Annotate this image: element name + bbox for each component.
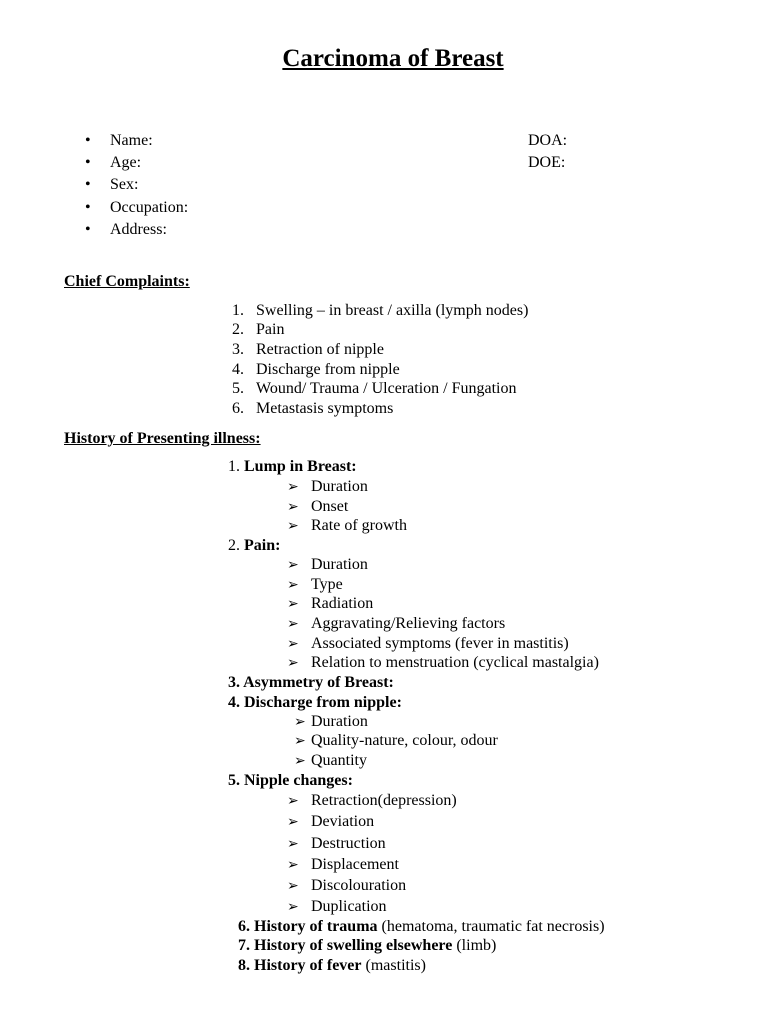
pain-item: ➢ Associated symptoms (fever in mastitis) — [287, 634, 569, 655]
arrow-icon: ➢ — [287, 597, 299, 612]
nipple-item: ➢ Deviation — [287, 812, 374, 833]
nipple-item: ➢ Retraction(depression) — [287, 791, 457, 812]
arrow-icon: ➢ — [294, 715, 306, 730]
asymmetry-title: 3. Asymmetry of Breast: — [228, 674, 394, 691]
arrow-icon: ➢ — [287, 519, 299, 534]
arrow-icon: ➢ — [294, 734, 306, 749]
bullet: • — [85, 154, 91, 171]
pain-item: ➢ Relation to menstruation (cyclical mastalgia) — [287, 653, 599, 674]
nipple-item: ➢ Destruction — [287, 834, 386, 855]
arrow-icon: ➢ — [287, 480, 299, 495]
arrow-icon: ➢ — [287, 900, 299, 915]
lump-title: 1. Lump in Breast: — [228, 458, 357, 475]
nipple-item: ➢ Displacement — [287, 855, 399, 876]
pain-item: ➢ Radiation — [287, 594, 373, 615]
nipple-item: ➢ Duplication — [287, 897, 387, 918]
pain-item: ➢ Duration — [287, 555, 368, 576]
pain-item: ➢ Aggravating/Relieving factors — [287, 614, 505, 635]
lump-item: ➢ Rate of growth — [287, 516, 407, 537]
arrow-icon: ➢ — [287, 578, 299, 593]
bullet: • — [85, 221, 91, 238]
discharge-item: ➢ Quantity — [294, 751, 367, 772]
field-address: • Address: — [85, 221, 167, 238]
bullet: • — [85, 132, 91, 149]
lump-item: ➢ Duration — [287, 477, 368, 498]
hpi-heading: History of Presenting illness: — [64, 430, 261, 447]
arrow-icon: ➢ — [287, 837, 299, 852]
arrow-icon: ➢ — [287, 879, 299, 894]
arrow-icon: ➢ — [287, 794, 299, 809]
arrow-icon: ➢ — [287, 656, 299, 671]
field-sex: • Sex: — [85, 176, 139, 193]
arrow-icon: ➢ — [294, 754, 306, 769]
pain-title: 2. Pain: — [228, 537, 281, 554]
arrow-icon: ➢ — [287, 815, 299, 830]
discharge-title: 4. Discharge from nipple: — [228, 694, 402, 711]
trauma-history: 6. History of trauma (hematoma, traumatic fat necrosis) — [238, 918, 605, 935]
field-doe: DOE: — [528, 154, 566, 171]
arrow-icon: ➢ — [287, 617, 299, 632]
pain-item: ➢ Type — [287, 575, 343, 596]
nipple-title: 5. Nipple changes: — [228, 772, 353, 789]
swelling-history: 7. History of swelling elsewhere (limb) — [238, 937, 497, 954]
arrow-icon: ➢ — [287, 858, 299, 873]
complaint-item: 3. Retraction of nipple — [232, 341, 384, 358]
field-occupation: • Occupation: — [85, 199, 189, 216]
fever-history: 8. History of fever (mastitis) — [238, 957, 426, 974]
bullet: • — [85, 199, 91, 216]
field-doa: DOA: — [528, 132, 568, 149]
complaint-item: 2. Pain — [232, 321, 285, 338]
complaint-item: 6. Metastasis symptoms — [232, 400, 394, 417]
lump-item: ➢ Onset — [287, 497, 348, 518]
chief-complaints-heading: Chief Complaints: — [64, 273, 190, 290]
page-title: Carcinoma of Breast — [282, 45, 504, 72]
complaint-item: 4. Discharge from nipple — [232, 361, 400, 378]
discharge-item: ➢ Duration — [294, 712, 368, 733]
discharge-item: ➢ Quality-nature, colour, odour — [294, 731, 498, 752]
nipple-item: ➢ Discolouration — [287, 876, 406, 897]
arrow-icon: ➢ — [287, 500, 299, 515]
field-age: • Age: — [85, 154, 142, 171]
field-name: • Name: — [85, 132, 153, 149]
bullet: • — [85, 176, 91, 193]
arrow-icon: ➢ — [287, 637, 299, 652]
complaint-item: 5. Wound/ Trauma / Ulceration / Fungation — [232, 380, 517, 397]
complaint-item: 1. Swelling – in breast / axilla (lymph nodes) — [232, 302, 529, 319]
arrow-icon: ➢ — [287, 558, 299, 573]
